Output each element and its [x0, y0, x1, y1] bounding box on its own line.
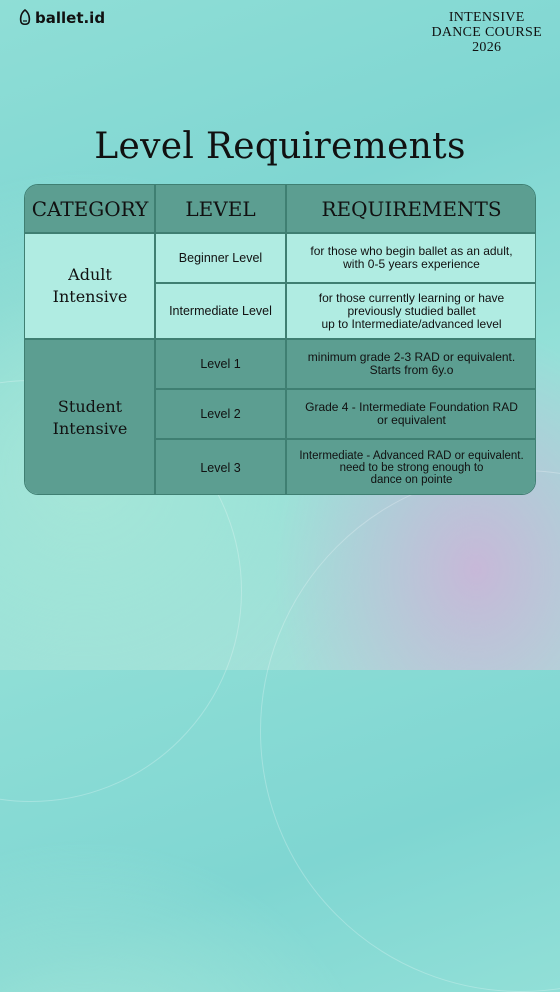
- level-1: Level 1: [155, 339, 286, 389]
- level-beginner: Beginner Level: [155, 233, 286, 283]
- requirement-line: minimum grade 2-3 RAD or equivalent.: [307, 350, 516, 364]
- brand-logo: [18, 9, 105, 27]
- requirement-beginner: [286, 233, 536, 283]
- row-divider: [155, 388, 536, 390]
- category-adult-intensive: [25, 233, 155, 339]
- page-title: Level Requirements: [94, 126, 466, 167]
- requirement-line: Starts from 6y.o: [369, 363, 454, 377]
- brand-name: ballet.id: [35, 9, 106, 27]
- requirement-line: for those currently learning or have: [318, 290, 505, 305]
- header-category: CATEGORY: [25, 185, 155, 233]
- row-divider: [25, 232, 536, 234]
- category-line: Adult: [68, 265, 112, 284]
- requirement-line: need to be strong enough to: [339, 461, 484, 474]
- course-line-2: DANCE COURSE: [431, 25, 542, 40]
- category-line: Student: [57, 396, 123, 416]
- requirement-intermediate: [286, 283, 536, 339]
- requirement-line: Grade 4 - Intermediate Foundation RAD: [305, 400, 518, 414]
- requirement-line: dance on pointe: [370, 473, 453, 486]
- course-label: [431, 10, 542, 55]
- requirement-level-3: [286, 439, 536, 495]
- category-line: Intensive: [52, 287, 128, 306]
- category-line: Intensive: [52, 418, 128, 438]
- background-swirl: [260, 470, 560, 992]
- requirement-line: with 0-5 years experience: [343, 257, 480, 271]
- course-line-1: INTENSIVE: [448, 10, 525, 25]
- requirements-table: [24, 184, 536, 495]
- category-student-intensive: [25, 339, 155, 495]
- requirement-line: Intermediate - Advanced RAD or equivalent.: [299, 449, 524, 462]
- level-2: Level 2: [155, 389, 286, 439]
- header-requirements: REQUIREMENTS: [286, 185, 536, 233]
- requirement-line: up to Intermediate/advanced level: [321, 316, 502, 331]
- requirement-level-2: [286, 389, 536, 439]
- requirement-line: previously studied ballet: [347, 303, 476, 318]
- row-divider: [25, 338, 536, 340]
- ballet-shoe-icon: [18, 9, 32, 27]
- row-divider: [155, 282, 536, 284]
- row-divider: [155, 438, 536, 440]
- level-intermediate: Intermediate Level: [155, 283, 286, 339]
- header-level: LEVEL: [155, 185, 286, 233]
- requirement-line: for those who begin ballet as an adult,: [310, 244, 513, 258]
- course-line-3: 2026: [472, 40, 502, 55]
- requirement-line: or equivalent: [377, 413, 446, 427]
- requirement-level-1: [286, 339, 536, 389]
- level-3: Level 3: [155, 439, 286, 495]
